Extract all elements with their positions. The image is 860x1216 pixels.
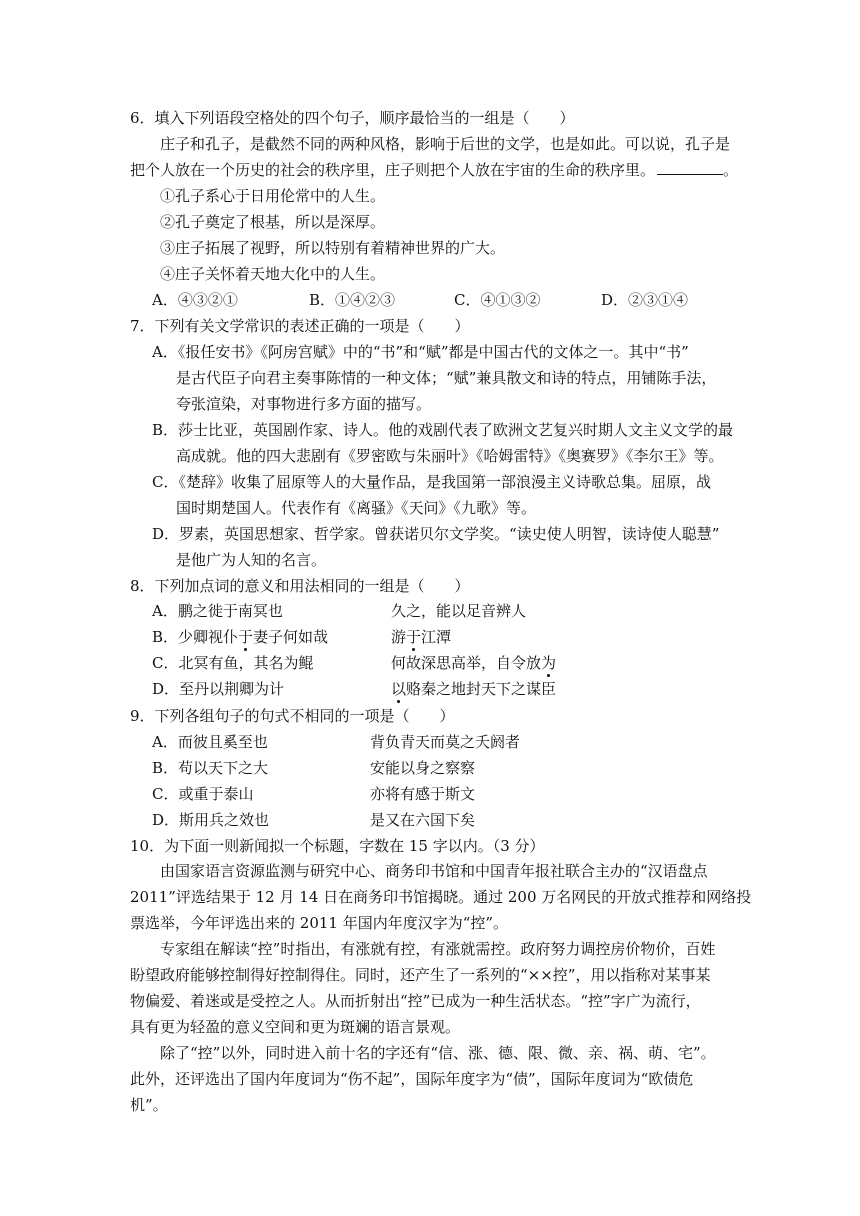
q6-para-line2-end: 。	[723, 161, 739, 179]
q6-para-line2	[130, 161, 738, 179]
q6-option-b: B．①④②③	[309, 291, 396, 309]
q8-option-b-left	[152, 628, 328, 646]
q8-c-left-pre: C．北冥有鱼，其名	[152, 654, 284, 672]
q7-option-c-line1: C．《楚辞》收集了屈原等人的大量作品，是我国第一部浪漫主义诗歌总集。屈原，战	[152, 473, 711, 491]
q8-option-d-right	[391, 680, 556, 698]
q9-option-a-left: A．而彼且奚至也	[152, 733, 268, 751]
q10-stem: 10．为下面一则新闻拟一个标题，字数在 15 字以内。（3 分）	[130, 837, 545, 855]
q10-p2-line3: 物偏爱、着迷或是受控之人。从而折射出“控”已成为一种生活状态。“控”字广为流行，	[130, 992, 701, 1010]
q8-d-left-dotted: 以	[209, 680, 225, 698]
q8-option-c-left	[152, 654, 314, 672]
q7-option-a-line1: A．《报任安书》《阿房宫赋》中的“书”和“赋”都是中国古代的文体之一。其中“书”	[152, 343, 689, 361]
q8-b-right-dotted: 于	[406, 628, 422, 646]
q8-stem: 8．下列加点词的意义和用法相同的一组是（ ）	[130, 577, 470, 595]
answer-blank	[657, 161, 723, 175]
q8-c-left-post: 鲲	[298, 654, 314, 672]
q8-a-right-post: ，能以足音辨人	[421, 602, 527, 620]
q8-a-left-pre: A．鹏之	[152, 602, 208, 620]
q7-option-a-line2: 是古代臣子向君主奏事陈情的一种文体；“赋”兼具散文和诗的特点，用铺陈手法，	[176, 369, 717, 387]
q8-a-left-dotted: 徙	[207, 602, 223, 620]
q10-p2-line1: 专家组在解读“控”时指出，有涨就有控，有涨就需控。政府努力调控房价物价，百姓	[160, 940, 716, 958]
q6-para-line1: 庄子和孔子，是截然不同的两种风格，影响于后世的文学，也是如此。可以说，孔子是	[160, 135, 731, 153]
q8-d-right-post: 赂秦之地封天下之谋臣	[406, 680, 557, 698]
q8-b-left-pre: B．少卿视仆	[152, 628, 239, 646]
q8-c-right-dotted: 为	[541, 654, 557, 672]
q7-option-b-line2: 高成就。他的四大悲剧有《罗密欧与朱丽叶》《哈姆雷特》《奥赛罗》《李尔王》等。	[176, 447, 724, 465]
q6-option-c: C．④①③②	[454, 291, 541, 309]
q9-option-c-right: 亦将有感于斯文	[370, 785, 476, 803]
q9-option-d-left: D．斯用兵之效也	[152, 811, 270, 829]
q10-p1-line3: 票选举，今年评选出来的 2011 年国内年度汉字为“控”。	[130, 914, 509, 932]
q8-b-right-pre: 游	[391, 628, 407, 646]
q8-c-right-pre: 何故深思高举，自令放	[391, 654, 542, 672]
q9-option-c-left: C．或重于泰山	[152, 785, 254, 803]
q8-option-c-right	[391, 654, 556, 672]
q10-p2-line2: 盼望政府能够控制得好控制得住。同时，还产生了一系列的“××控”，用以指称对某事某	[130, 966, 711, 984]
q8-b-left-dotted: 于	[238, 628, 254, 646]
q8-d-right-dotted: 以	[391, 680, 407, 698]
q9-option-d-right: 是又在六国下矣	[370, 811, 476, 829]
q6-item-3: ③庄子拓展了视野，所以特别有着精神世界的广大。	[160, 239, 506, 257]
q8-d-left-pre: D．至丹	[152, 680, 210, 698]
q10-p1-line2: 2011”评选结果于 12 月 14 日在商务印书馆揭晓。通过 200 万名网民的开放式推荐和网络投	[130, 888, 752, 906]
q8-option-b-right	[391, 628, 451, 646]
q6-para-line2-text: 把个人放在一个历史的社会的秩序里，庄子则把个人放在宇宙的生命的秩序里。	[130, 161, 656, 179]
q10-p1-line1: 由国家语言资源监测与研究中心、商务印书馆和中国青年报社联合主办的“汉语盘点	[160, 862, 708, 880]
q6-item-1: ①孔子系心于日用伦常中的人生。	[160, 187, 386, 205]
q6-item-4: ④庄子关怀着天地大化中的人生。	[160, 265, 386, 283]
q8-a-right-pre: 久	[391, 602, 407, 620]
q6-option-d: D．②③①④	[601, 291, 689, 309]
q6-stem: 6．填入下列语段空格处的四个句子，顺序最恰当的一组是（ ）	[130, 109, 575, 127]
q10-p3-line2: 此外，还评选出了国内年度词为“伤不起”，国际年度字为“债”，国际年度词为“欧债危	[130, 1070, 694, 1088]
q6-option-a: A．④③②①	[152, 291, 238, 309]
q10-p3-line1: 除了“控”以外，同时进入前十名的字还有“信、涨、德、限、微、亲、祸、萌、宅”。	[160, 1044, 716, 1062]
q8-d-left-post: 荆卿为计	[224, 680, 285, 698]
q7-option-d-line1: D．罗素，英国思想家、哲学家。曾获诺贝尔文学奖。“读史使人明智，读诗使人聪慧”	[152, 525, 720, 543]
q7-option-a-line3: 夸张渲染，对事物进行多方面的描写。	[176, 395, 432, 413]
q10-p2-line4: 具有更为轻盈的意义空间和更为斑斓的语言景观。	[130, 1018, 461, 1036]
q8-a-right-dotted: 之	[406, 602, 422, 620]
q9-option-b-right: 安能以身之察察	[370, 759, 476, 777]
q10-p3-line3: 机”。	[130, 1096, 168, 1114]
q9-option-b-left: B．苟以天下之大	[152, 759, 269, 777]
q8-option-a-left	[152, 602, 283, 620]
q7-stem: 7．下列有关文学常识的表述正确的一项是（ ）	[130, 317, 470, 335]
q9-option-a-right: 背负青天而莫之夭阏者	[370, 733, 521, 751]
q9-stem: 9．下列各组句子的句式不相同的一项是（ ）	[130, 707, 455, 725]
q7-option-c-line2: 国时期楚国人。代表作有《离骚》《天问》《九歌》等。	[176, 499, 537, 517]
q8-b-right-post: 江潭	[421, 628, 452, 646]
q8-c-left-dotted: 为	[283, 654, 299, 672]
q6-item-2: ②孔子奠定了根基，所以是深厚。	[160, 213, 386, 231]
q8-b-left-post: 妻子何如哉	[253, 628, 329, 646]
q8-option-a-right	[391, 602, 526, 620]
q7-option-b-line1: B．莎士比亚，英国剧作家、诗人。他的戏剧代表了欧洲文艺复兴时期人文主义文学的最	[152, 421, 734, 439]
q8-option-d-left	[152, 680, 284, 698]
q7-option-d-line2: 是他广为人知的名言。	[176, 551, 327, 569]
q8-a-left-post: 于南冥也	[222, 602, 283, 620]
